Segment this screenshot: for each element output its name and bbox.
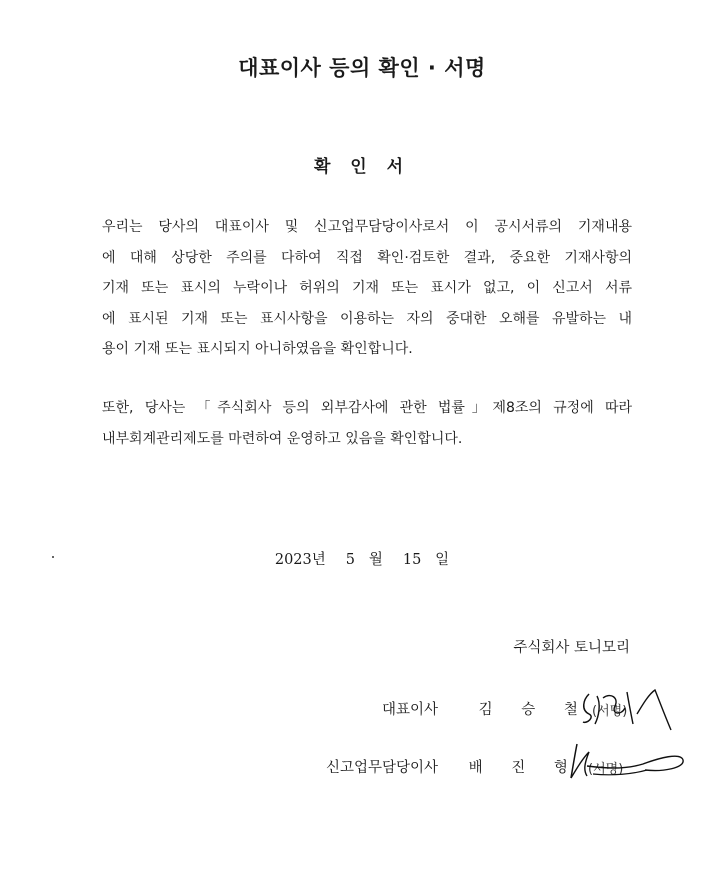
date-day-number: 15 (402, 552, 422, 568)
signer-name: 배 진 형 (468, 760, 580, 776)
signature-placeholder: (서명) (588, 762, 624, 777)
internal-control-paragraph (102, 393, 632, 454)
paragraph-line: 또한, 당사는 「주식회사 등의 외부감사에 관한 법률」제8조의 규정에 따라 (102, 400, 632, 416)
confirmation-paragraph (102, 212, 632, 365)
document-title: 대표이사 등의 확인 · 서명 (238, 56, 486, 80)
handwritten-signature-officer (563, 738, 691, 786)
paragraph-line: 우리는 당사의 대표이사 및 신고업무담당이사로서 이 공시서류의 기재내용 (102, 219, 632, 235)
signature-placeholder: (서명) (592, 704, 628, 719)
paragraph-line: 용이 기재 또는 표시되지 아니하였음을 확인합니다. (102, 341, 413, 357)
signer-role: 대표이사 (382, 702, 439, 718)
signer-row-disclosure-officer (326, 756, 624, 777)
date-month-unit: 월 (368, 552, 383, 568)
signer-row-ceo (382, 698, 628, 719)
paragraph-line: 내부회계관리제도를 마련하여 운영하고 있음을 확인합니다. (102, 430, 463, 447)
signer-role: 신고업무담당이사 (326, 760, 439, 776)
signer-name: 김 승 철 (478, 702, 590, 718)
date-day-unit: 일 (435, 552, 450, 568)
document-subtitle: 확 인 서 (313, 157, 411, 177)
paragraph-line: 에 표시된 기재 또는 표시사항을 이용하는 자의 중대한 오해를 유발하는 내 (102, 310, 632, 327)
paragraph-line: 에 대해 상당한 주의를 다하여 직접 확인·검토한 결과, 중요한 기재사항의 (102, 249, 632, 266)
company-name: 주식회사 토니모리 (513, 640, 630, 656)
handwritten-signature-ceo (575, 684, 675, 736)
paragraph-line: 기재 또는 표시의 누락이나 허위의 기재 또는 표시가 없고, 이 신고서 서류 (102, 280, 632, 296)
signing-date (0, 548, 724, 569)
date-year: 2023년 (274, 552, 326, 568)
date-month-number: 5 (345, 552, 355, 568)
